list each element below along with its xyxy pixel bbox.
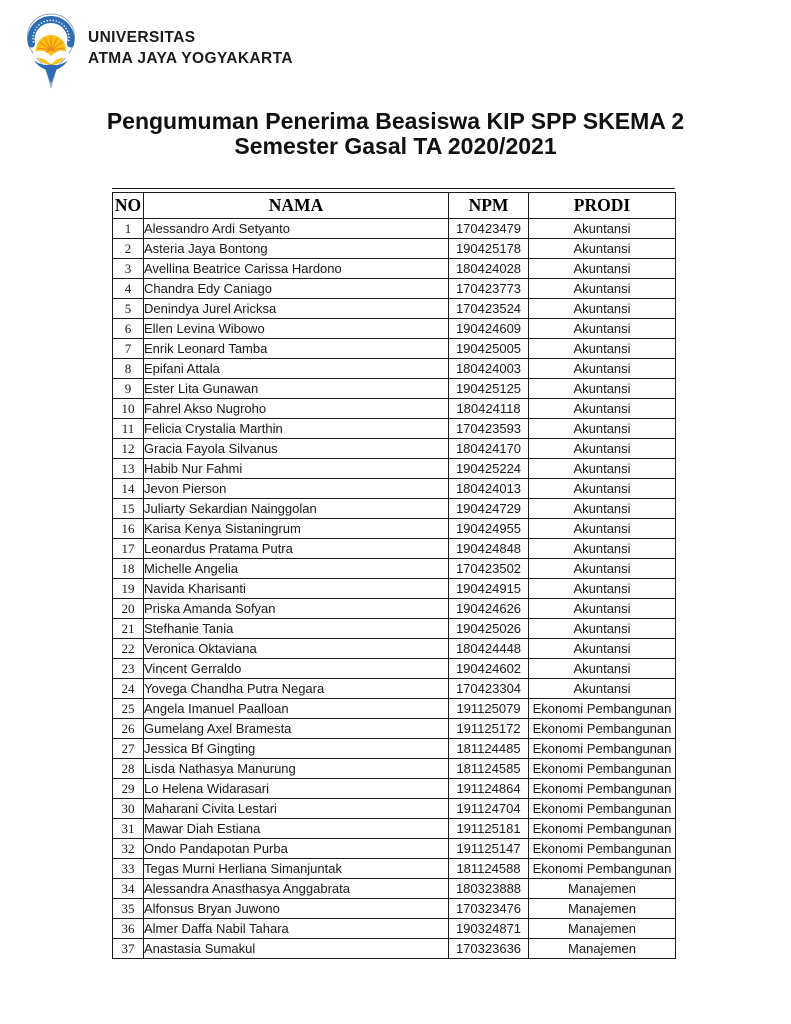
table-row bbox=[113, 539, 676, 559]
row-prodi-cell: Akuntansi bbox=[529, 559, 676, 579]
row-npm-cell: 191125147 bbox=[449, 839, 529, 859]
header-nama: NAMA bbox=[144, 193, 449, 219]
row-name-cell: Tegas Murni Herliana Simanjuntak bbox=[144, 859, 449, 879]
row-no-cell: 16 bbox=[113, 519, 144, 539]
row-name-cell: Alfonsus Bryan Juwono bbox=[144, 899, 449, 919]
row-no-cell: 20 bbox=[113, 599, 144, 619]
row-name-cell: Yovega Chandha Putra Negara bbox=[144, 679, 449, 699]
row-no-cell: 17 bbox=[113, 539, 144, 559]
row-npm-cell: 191124864 bbox=[449, 779, 529, 799]
row-npm-cell: 190424626 bbox=[449, 599, 529, 619]
row-no-cell: 26 bbox=[113, 719, 144, 739]
row-prodi-cell: Akuntansi bbox=[529, 499, 676, 519]
row-name-cell: Gumelang Axel Bramesta bbox=[144, 719, 449, 739]
row-prodi-cell: Ekonomi Pembangunan bbox=[529, 779, 676, 799]
table-row bbox=[113, 919, 676, 939]
row-name-cell: Fahrel Akso Nugroho bbox=[144, 399, 449, 419]
table-row bbox=[113, 859, 676, 879]
row-no-cell: 5 bbox=[113, 299, 144, 319]
row-prodi-cell: Akuntansi bbox=[529, 439, 676, 459]
row-npm-cell: 191125079 bbox=[449, 699, 529, 719]
row-prodi-cell: Akuntansi bbox=[529, 519, 676, 539]
row-name-cell: Jevon Pierson bbox=[144, 479, 449, 499]
row-prodi-cell: Akuntansi bbox=[529, 459, 676, 479]
row-prodi-cell: Ekonomi Pembangunan bbox=[529, 819, 676, 839]
row-npm-cell: 181124588 bbox=[449, 859, 529, 879]
row-npm-cell: 190425224 bbox=[449, 459, 529, 479]
row-prodi-cell: Akuntansi bbox=[529, 279, 676, 299]
row-prodi-cell: Akuntansi bbox=[529, 659, 676, 679]
row-name-cell: Felicia Crystalia Marthin bbox=[144, 419, 449, 439]
row-name-cell: Michelle Angelia bbox=[144, 559, 449, 579]
row-npm-cell: 190425026 bbox=[449, 619, 529, 639]
row-prodi-cell: Manajemen bbox=[529, 879, 676, 899]
row-prodi-cell: Akuntansi bbox=[529, 419, 676, 439]
row-npm-cell: 190424729 bbox=[449, 499, 529, 519]
row-prodi-cell: Ekonomi Pembangunan bbox=[529, 859, 676, 879]
row-prodi-cell: Akuntansi bbox=[529, 339, 676, 359]
row-prodi-cell: Manajemen bbox=[529, 919, 676, 939]
row-prodi-cell: Ekonomi Pembangunan bbox=[529, 799, 676, 819]
row-prodi-cell: Ekonomi Pembangunan bbox=[529, 759, 676, 779]
table-row bbox=[113, 279, 676, 299]
page-title-line2: Semester Gasal TA 2020/2021 bbox=[234, 133, 557, 159]
row-npm-cell: 180424028 bbox=[449, 259, 529, 279]
row-npm-cell: 180424170 bbox=[449, 439, 529, 459]
row-name-cell: Gracia Fayola Silvanus bbox=[144, 439, 449, 459]
table-row bbox=[113, 579, 676, 599]
row-name-cell: Alessandro Ardi Setyanto bbox=[144, 219, 449, 239]
row-npm-cell: 190424955 bbox=[449, 519, 529, 539]
row-prodi-cell: Manajemen bbox=[529, 939, 676, 959]
row-no-cell: 37 bbox=[113, 939, 144, 959]
row-no-cell: 22 bbox=[113, 639, 144, 659]
row-prodi-cell: Akuntansi bbox=[529, 619, 676, 639]
row-name-cell: Chandra Edy Caniago bbox=[144, 279, 449, 299]
table-row bbox=[113, 739, 676, 759]
row-npm-cell: 170423524 bbox=[449, 299, 529, 319]
row-prodi-cell: Akuntansi bbox=[529, 259, 676, 279]
table-body bbox=[113, 219, 676, 959]
row-no-cell: 24 bbox=[113, 679, 144, 699]
row-name-cell: Stefhanie Tania bbox=[144, 619, 449, 639]
row-name-cell: Ellen Levina Wibowo bbox=[144, 319, 449, 339]
table-row bbox=[113, 939, 676, 959]
table-row bbox=[113, 479, 676, 499]
row-npm-cell: 190324871 bbox=[449, 919, 529, 939]
row-name-cell: Avellina Beatrice Carissa Hardono bbox=[144, 259, 449, 279]
row-npm-cell: 190425005 bbox=[449, 339, 529, 359]
row-npm-cell: 190425125 bbox=[449, 379, 529, 399]
table-row bbox=[113, 319, 676, 339]
row-no-cell: 14 bbox=[113, 479, 144, 499]
row-npm-cell: 170423773 bbox=[449, 279, 529, 299]
table-row bbox=[113, 399, 676, 419]
row-prodi-cell: Akuntansi bbox=[529, 299, 676, 319]
row-no-cell: 36 bbox=[113, 919, 144, 939]
page-title bbox=[0, 109, 791, 159]
table-header-row bbox=[113, 193, 676, 219]
row-name-cell: Juliarty Sekardian Nainggolan bbox=[144, 499, 449, 519]
table-row bbox=[113, 639, 676, 659]
row-name-cell: Navida Kharisanti bbox=[144, 579, 449, 599]
row-npm-cell: 180424003 bbox=[449, 359, 529, 379]
table-row bbox=[113, 419, 676, 439]
row-npm-cell: 180424013 bbox=[449, 479, 529, 499]
table-row bbox=[113, 239, 676, 259]
row-name-cell: Denindya Jurel Aricksa bbox=[144, 299, 449, 319]
table-row bbox=[113, 259, 676, 279]
row-name-cell: Maharani Civita Lestari bbox=[144, 799, 449, 819]
row-prodi-cell: Akuntansi bbox=[529, 239, 676, 259]
row-no-cell: 30 bbox=[113, 799, 144, 819]
row-name-cell: Veronica Oktaviana bbox=[144, 639, 449, 659]
row-no-cell: 29 bbox=[113, 779, 144, 799]
row-npm-cell: 170323636 bbox=[449, 939, 529, 959]
header-no: NO bbox=[113, 193, 144, 219]
row-npm-cell: 191125181 bbox=[449, 819, 529, 839]
row-prodi-cell: Akuntansi bbox=[529, 539, 676, 559]
row-prodi-cell: Akuntansi bbox=[529, 579, 676, 599]
row-npm-cell: 180323888 bbox=[449, 879, 529, 899]
row-no-cell: 4 bbox=[113, 279, 144, 299]
row-npm-cell: 170423304 bbox=[449, 679, 529, 699]
table-row bbox=[113, 879, 676, 899]
table-row bbox=[113, 719, 676, 739]
row-no-cell: 33 bbox=[113, 859, 144, 879]
row-prodi-cell: Akuntansi bbox=[529, 639, 676, 659]
table-row bbox=[113, 779, 676, 799]
table-row bbox=[113, 499, 676, 519]
table-row bbox=[113, 599, 676, 619]
row-name-cell: Priska Amanda Sofyan bbox=[144, 599, 449, 619]
recipients-table bbox=[112, 192, 676, 959]
row-npm-cell: 181124485 bbox=[449, 739, 529, 759]
uajy-shield-sun-dove-icon bbox=[24, 13, 78, 89]
row-prodi-cell: Ekonomi Pembangunan bbox=[529, 719, 676, 739]
row-no-cell: 13 bbox=[113, 459, 144, 479]
row-name-cell: Angela Imanuel Paalloan bbox=[144, 699, 449, 719]
row-name-cell: Ondo Pandapotan Purba bbox=[144, 839, 449, 859]
table-row bbox=[113, 759, 676, 779]
row-npm-cell: 170423593 bbox=[449, 419, 529, 439]
table-row bbox=[113, 839, 676, 859]
row-npm-cell: 170323476 bbox=[449, 899, 529, 919]
row-name-cell: Epifani Attala bbox=[144, 359, 449, 379]
row-name-cell: Karisa Kenya Sistaningrum bbox=[144, 519, 449, 539]
row-npm-cell: 191125172 bbox=[449, 719, 529, 739]
table-row bbox=[113, 339, 676, 359]
row-prodi-cell: Ekonomi Pembangunan bbox=[529, 699, 676, 719]
page-title-line1: Pengumuman Penerima Beasiswa KIP SPP SKEMA 2 bbox=[106, 108, 685, 134]
row-name-cell: Enrik Leonard Tamba bbox=[144, 339, 449, 359]
row-no-cell: 35 bbox=[113, 899, 144, 919]
row-no-cell: 18 bbox=[113, 559, 144, 579]
table-row bbox=[113, 619, 676, 639]
row-prodi-cell: Akuntansi bbox=[529, 599, 676, 619]
row-npm-cell: 181124585 bbox=[449, 759, 529, 779]
row-prodi-cell: Ekonomi Pembangunan bbox=[529, 739, 676, 759]
table-row bbox=[113, 379, 676, 399]
table-row bbox=[113, 519, 676, 539]
row-no-cell: 21 bbox=[113, 619, 144, 639]
row-prodi-cell: Akuntansi bbox=[529, 359, 676, 379]
row-npm-cell: 191124704 bbox=[449, 799, 529, 819]
table-row bbox=[113, 799, 676, 819]
row-npm-cell: 170423502 bbox=[449, 559, 529, 579]
row-name-cell: Habib Nur Fahmi bbox=[144, 459, 449, 479]
row-name-cell: Jessica Bf Gingting bbox=[144, 739, 449, 759]
row-name-cell: Leonardus Pratama Putra bbox=[144, 539, 449, 559]
row-prodi-cell: Akuntansi bbox=[529, 479, 676, 499]
table-row bbox=[113, 559, 676, 579]
table-row bbox=[113, 359, 676, 379]
row-prodi-cell: Akuntansi bbox=[529, 219, 676, 239]
row-prodi-cell: Ekonomi Pembangunan bbox=[529, 839, 676, 859]
row-name-cell: Ester Lita Gunawan bbox=[144, 379, 449, 399]
row-no-cell: 27 bbox=[113, 739, 144, 759]
row-no-cell: 9 bbox=[113, 379, 144, 399]
university-name bbox=[88, 27, 293, 69]
row-name-cell: Lo Helena Widarasari bbox=[144, 779, 449, 799]
row-no-cell: 3 bbox=[113, 259, 144, 279]
table-row bbox=[113, 699, 676, 719]
row-npm-cell: 170423479 bbox=[449, 219, 529, 239]
table-row bbox=[113, 439, 676, 459]
university-name-line2: ATMA JAYA YOGYAKARTA bbox=[88, 50, 293, 67]
recipients-table-wrap bbox=[112, 188, 675, 959]
row-no-cell: 28 bbox=[113, 759, 144, 779]
row-name-cell: Mawar Diah Estiana bbox=[144, 819, 449, 839]
row-no-cell: 19 bbox=[113, 579, 144, 599]
table-row bbox=[113, 659, 676, 679]
row-no-cell: 15 bbox=[113, 499, 144, 519]
table-row bbox=[113, 459, 676, 479]
row-no-cell: 6 bbox=[113, 319, 144, 339]
row-npm-cell: 190424915 bbox=[449, 579, 529, 599]
row-npm-cell: 190424848 bbox=[449, 539, 529, 559]
row-no-cell: 32 bbox=[113, 839, 144, 859]
header-npm: NPM bbox=[449, 193, 529, 219]
row-no-cell: 25 bbox=[113, 699, 144, 719]
row-no-cell: 2 bbox=[113, 239, 144, 259]
row-no-cell: 34 bbox=[113, 879, 144, 899]
row-npm-cell: 190424602 bbox=[449, 659, 529, 679]
table-row bbox=[113, 819, 676, 839]
row-name-cell: Almer Daffa Nabil Tahara bbox=[144, 919, 449, 939]
row-prodi-cell: Akuntansi bbox=[529, 399, 676, 419]
row-no-cell: 8 bbox=[113, 359, 144, 379]
table-row bbox=[113, 219, 676, 239]
row-name-cell: Alessandra Anasthasya Anggabrata bbox=[144, 879, 449, 899]
row-no-cell: 31 bbox=[113, 819, 144, 839]
row-no-cell: 11 bbox=[113, 419, 144, 439]
header-prodi: PRODI bbox=[529, 193, 676, 219]
row-prodi-cell: Akuntansi bbox=[529, 679, 676, 699]
table-row bbox=[113, 299, 676, 319]
row-name-cell: Anastasia Sumakul bbox=[144, 939, 449, 959]
row-no-cell: 7 bbox=[113, 339, 144, 359]
row-name-cell: Asteria Jaya Bontong bbox=[144, 239, 449, 259]
row-no-cell: 1 bbox=[113, 219, 144, 239]
row-name-cell: Lisda Nathasya Manurung bbox=[144, 759, 449, 779]
row-prodi-cell: Akuntansi bbox=[529, 319, 676, 339]
row-no-cell: 23 bbox=[113, 659, 144, 679]
university-name-line1: UNIVERSITAS bbox=[88, 29, 196, 46]
row-npm-cell: 180424448 bbox=[449, 639, 529, 659]
row-prodi-cell: Manajemen bbox=[529, 899, 676, 919]
row-no-cell: 10 bbox=[113, 399, 144, 419]
row-no-cell: 12 bbox=[113, 439, 144, 459]
row-npm-cell: 180424118 bbox=[449, 399, 529, 419]
row-prodi-cell: Akuntansi bbox=[529, 379, 676, 399]
table-row bbox=[113, 679, 676, 699]
university-logo-icon bbox=[24, 13, 78, 89]
row-npm-cell: 190425178 bbox=[449, 239, 529, 259]
table-row bbox=[113, 899, 676, 919]
row-name-cell: Vincent Gerraldo bbox=[144, 659, 449, 679]
row-npm-cell: 190424609 bbox=[449, 319, 529, 339]
